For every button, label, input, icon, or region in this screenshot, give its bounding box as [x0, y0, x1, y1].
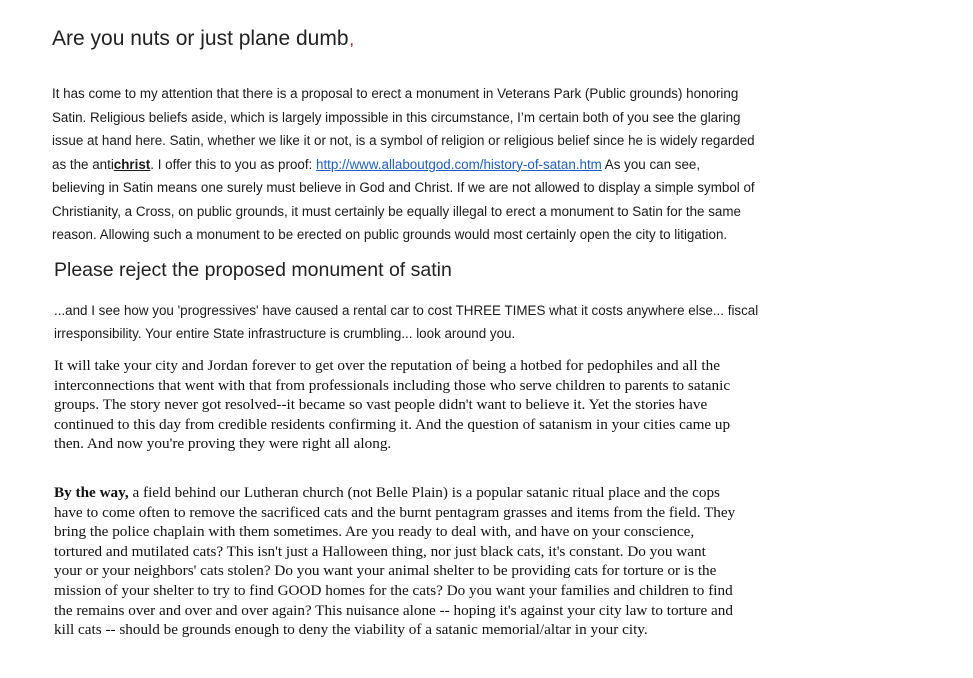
text-line: bring the police chaplain with them sometimes. Are you ready to deal with, and have on your conscience, [54, 523, 695, 541]
text-segment: a field behind our Lutheran church (not Belle Plain) is a popular satanic ritual place and the cops [128, 484, 720, 501]
paragraph-progressives [54, 299, 924, 345]
text-line: continued to this day from credible residents confirming it. And the question of satanism in your cities came up [54, 415, 731, 433]
text-line [54, 483, 924, 503]
text-segment: . I offer this to you as proof: [150, 156, 317, 172]
proof-link[interactable]: http://www.allaboutgod.com/history-of-satan.htm [316, 156, 602, 172]
paragraph-by-the-way [54, 483, 924, 640]
text-line: then. And now you're proving they were right all along. [54, 435, 392, 453]
text-line: believing in Satin means one surely must believe in God and Christ. If we are not allowed to display a simple symbol of [52, 180, 755, 195]
text-line: ...and I see how you 'progressives' have caused a rental car to cost THREE TIMES what it costs anywhere else... fiscal [54, 303, 759, 318]
text-line: reason. Allowing such a monument to be erected on public grounds would most certainly open the city to litigation. [52, 227, 728, 242]
text-segment: As you can see, [601, 156, 701, 172]
text-line: It has come to my attention that there is a proposal to erect a monument in Veterans Park (Public grounds) honoring [52, 86, 739, 101]
bold-christ: christ [113, 156, 151, 172]
text-line: the remains over and over and over again? This nuisance alone -- hoping it's against your city law to torture and [54, 601, 733, 619]
text-line: tortured and mutilated cats? This isn't just a Halloween thing, nor just black cats, it's constant. Do you want [54, 542, 706, 560]
text-line [52, 153, 922, 177]
text-line: Christianity, a Cross, on public grounds, it must certainly be equally illegal to erect a monument to Satin for the same [52, 203, 741, 219]
text-line: have to come often to remove the sacrificed cats and the burnt pentagram grasses and items from the field. They [54, 503, 736, 521]
heading-please-reject: Please reject the proposed monument of satin [54, 259, 452, 281]
text-line: groups. The story never got resolved--it became so vast people didn't want to believe it. Yet the stories have [54, 396, 708, 414]
text-line: issue at hand here. Satin, whether we like it or not, is a symbol of religion or religious belief since he is widely regarded [52, 133, 755, 148]
paragraph-satin-monument [52, 82, 922, 247]
paragraph-reputation [54, 356, 924, 454]
proofing-mark: , [349, 32, 354, 49]
text-line: Satin. Religious beliefs aside, which is largely impossible in this circumstance, I’m certain both of you see the glaring [52, 109, 741, 125]
text-segment: as the anti [52, 156, 114, 172]
heading-text: Are you nuts or just plane dumb [52, 27, 349, 50]
text-line: It will take your city and Jordan forever to get over the reputation of being a hotbed for pedophiles and all the [54, 357, 720, 374]
text-line: kill cats -- should be grounds enough to deny the viability of a satanic memorial/altar in your city. [54, 621, 648, 639]
text-line: interconnections that went with that from professionals including those who serve children to parents to satanic [54, 376, 731, 394]
bold-by-the-way: By the way, [54, 484, 129, 501]
text-line: irresponsibility. Your entire State infrastructure is crumbling... look around you. [54, 326, 516, 341]
heading-are-you-nuts [52, 26, 354, 54]
text-line: your or your neighbors' cats stolen? Do you want your animal shelter to be providing cats for torture or is the [54, 562, 717, 580]
text-line: mission of your shelter to try to find GOOD homes for the cats? Do you want your families and children to find [54, 581, 733, 599]
